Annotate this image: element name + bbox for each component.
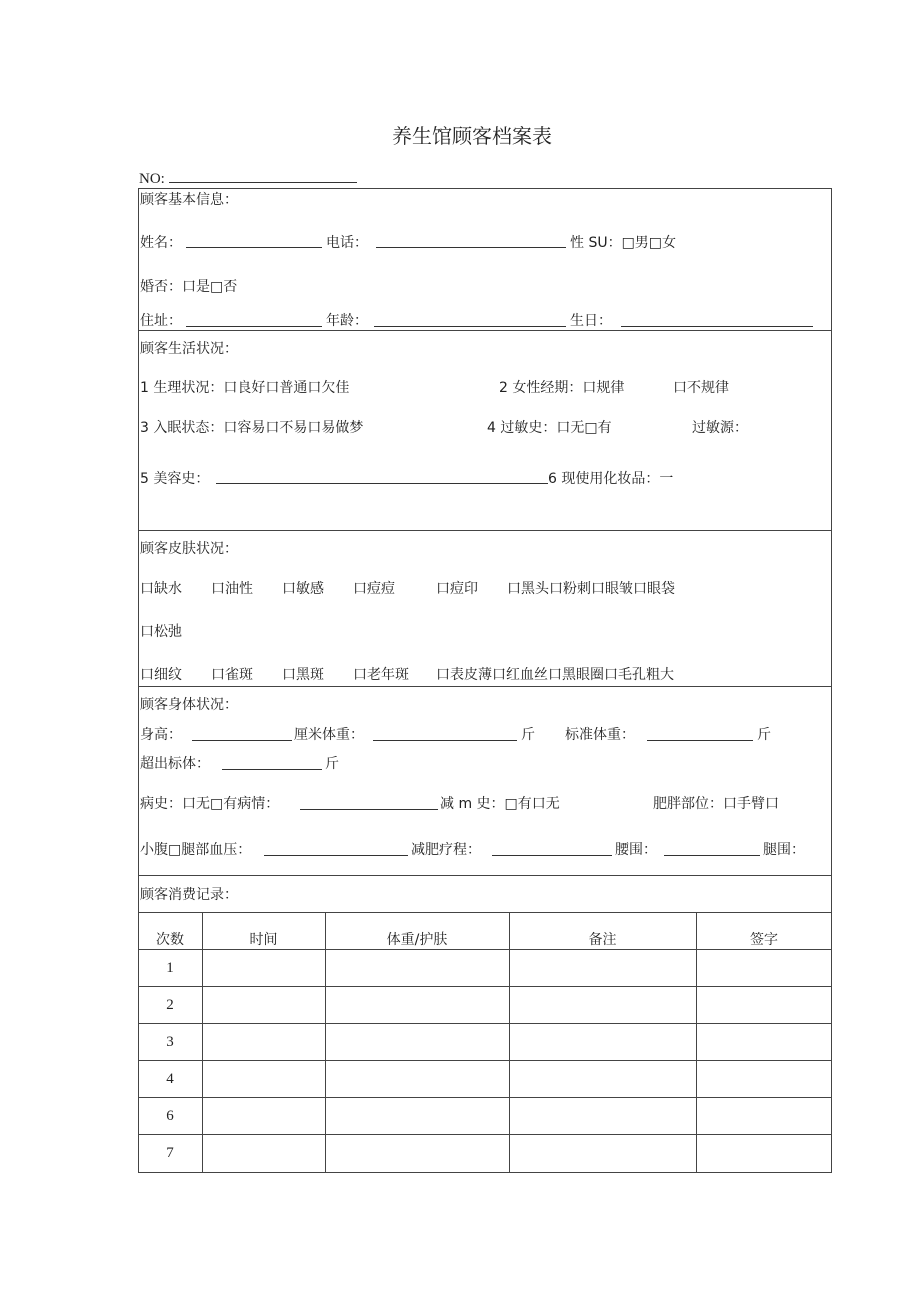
diet-history-options[interactable]: 减 m 史：□有口无 — [440, 796, 560, 812]
menses-irregular-option[interactable]: 口不规律 — [673, 380, 729, 396]
married-options[interactable]: 婚否：口是□否 — [140, 279, 238, 295]
body-heading: 顾客身体状况： — [140, 697, 238, 713]
table-row-number: 7 — [166, 1145, 174, 1161]
column-header-notes: 备注 — [588, 932, 617, 948]
gender-options[interactable]: 性 SU：□男□女 — [570, 235, 677, 251]
skin-option[interactable]: 口痘痘 — [353, 581, 395, 597]
table-col-line — [202, 912, 203, 1172]
table-row-number: 4 — [166, 1071, 174, 1087]
cosmetics-label: 6 现使用化妆品：一 — [548, 471, 674, 487]
waist-label: 腰围： — [615, 842, 657, 858]
record-number-label: NO: — [139, 171, 165, 187]
blood-pressure-field[interactable] — [264, 841, 408, 856]
table-line — [138, 986, 832, 987]
leg-label: 腿围： — [763, 842, 805, 858]
beauty-history-label: 5 美容史： — [140, 471, 210, 487]
age-field[interactable] — [374, 312, 566, 327]
life-heading: 顾客生活状况： — [140, 341, 238, 357]
skin-heading: 顾客皮肤状况： — [140, 541, 238, 557]
over-weight-field[interactable] — [222, 755, 322, 770]
divider-body-records — [138, 875, 832, 876]
table-col-line — [696, 912, 697, 1172]
table-row-number: 6 — [166, 1108, 174, 1124]
waist-field[interactable] — [664, 841, 760, 856]
age-label: 年龄： — [326, 313, 368, 329]
allergy-source-label: 过敏源： — [692, 420, 748, 436]
divider-skin-body — [138, 686, 832, 687]
table-col-line — [325, 912, 326, 1172]
column-header-weight-skin: 体重/护肤 — [386, 932, 448, 948]
skin-option[interactable]: 口缺水 — [140, 581, 182, 597]
table-line — [138, 1060, 832, 1061]
birthday-field[interactable] — [621, 312, 813, 327]
divider-basic-life — [138, 330, 832, 331]
std-weight-field[interactable] — [647, 726, 753, 741]
physio-options[interactable]: 1 生理状况：口良好口普通口欠佳 — [140, 380, 350, 396]
over-weight-label: 超出标体： — [140, 756, 210, 772]
name-field[interactable] — [186, 233, 322, 248]
weight-label: 厘米体重： — [294, 727, 364, 743]
table-line — [138, 1134, 832, 1135]
beauty-history-field[interactable] — [216, 469, 548, 484]
table-line — [138, 912, 832, 913]
skin-option[interactable]: 口敏感 — [282, 581, 324, 597]
skin-option[interactable]: 口痘印 — [436, 581, 478, 597]
std-weight-label: 标准体重： — [565, 727, 635, 743]
skin-option[interactable]: 口细纹 — [140, 667, 182, 683]
medical-condition-field[interactable] — [300, 795, 438, 810]
allergy-options[interactable]: 4 过敏史：口无□有 — [487, 420, 612, 436]
sleep-options[interactable]: 3 入眠状态：口容易口不易口易做梦 — [140, 420, 364, 436]
weight-field[interactable] — [373, 726, 517, 741]
belly-bp-label[interactable]: 小腹□腿部血压： — [140, 842, 252, 858]
column-header-count: 次数 — [156, 932, 184, 948]
record-number-field[interactable] — [169, 168, 357, 183]
fat-part-options[interactable]: 肥胖部位：口手臂口 — [653, 796, 779, 812]
over-weight-unit: 斤 — [325, 756, 339, 772]
address-label: 住址： — [140, 313, 182, 329]
std-weight-unit: 斤 — [757, 727, 771, 743]
medical-history-options[interactable]: 病史：口无□有病情： — [140, 796, 280, 812]
phone-field[interactable] — [376, 233, 566, 248]
column-header-signature: 签字 — [750, 932, 778, 948]
skin-option[interactable]: 口松弛 — [140, 624, 182, 640]
skin-option[interactable]: 口雀斑 — [211, 667, 253, 683]
record-number — [139, 168, 357, 188]
basic-heading: 顾客基本信息： — [140, 192, 238, 208]
skin-option[interactable]: 口老年斑 — [353, 667, 409, 683]
page-title: 养生馆顾客档案表 — [392, 124, 552, 148]
height-label: 身高： — [140, 727, 182, 743]
diet-course-field[interactable] — [492, 841, 612, 856]
skin-option[interactable]: 口表皮薄口红血丝口黑眼圈口毛孔粗大 — [436, 667, 674, 683]
address-field[interactable] — [186, 312, 322, 327]
phone-label: 电话： — [326, 235, 368, 251]
table-line — [138, 1023, 832, 1024]
birthday-label: 生日： — [570, 313, 612, 329]
divider-life-skin — [138, 530, 832, 531]
table-row-number: 2 — [166, 997, 174, 1013]
table-line — [138, 949, 832, 950]
table-row-number: 1 — [166, 960, 174, 976]
skin-option[interactable]: 口黑斑 — [282, 667, 324, 683]
height-field[interactable] — [192, 726, 292, 741]
column-header-time: 时间 — [249, 932, 278, 948]
records-heading: 顾客消费记录： — [140, 887, 238, 903]
table-row-number: 3 — [166, 1034, 174, 1050]
table-line — [138, 1097, 832, 1098]
name-label: 姓名： — [140, 235, 182, 251]
weight-unit: 斤 — [521, 727, 535, 743]
skin-option[interactable]: 口油性 — [211, 581, 253, 597]
diet-course-label: 减肥疗程： — [411, 842, 481, 858]
skin-option[interactable]: 口黑头口粉刺口眼皱口眼袋 — [507, 581, 675, 597]
menses-options[interactable]: 2 女性经期：口规律 — [499, 380, 625, 396]
table-col-line — [509, 912, 510, 1172]
